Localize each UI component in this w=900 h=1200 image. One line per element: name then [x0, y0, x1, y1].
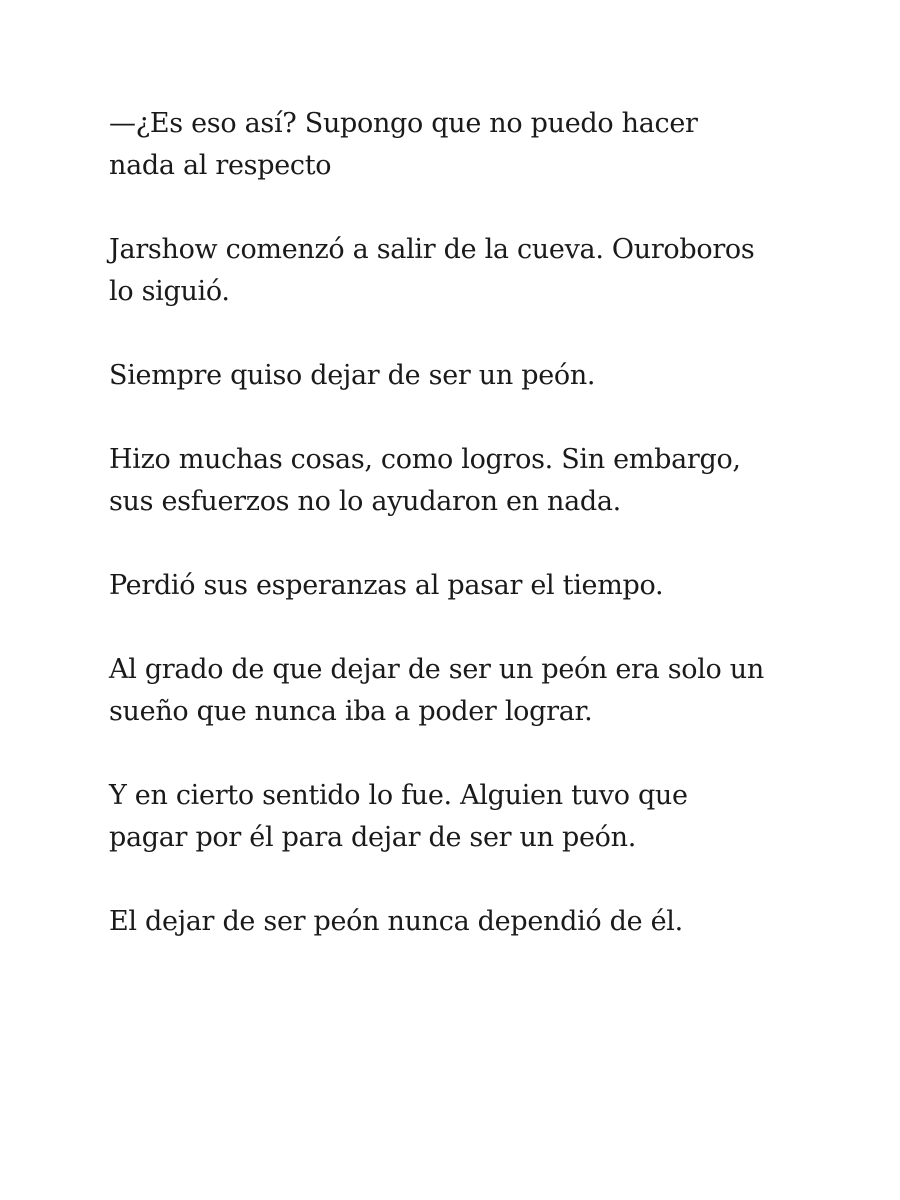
paragraph-8 — [109, 901, 800, 943]
paragraph-2 — [109, 229, 800, 313]
paragraph-line: Siempre quiso dejar de ser un peón. — [109, 360, 596, 391]
paragraph-1 — [109, 103, 800, 187]
paragraph-6 — [109, 649, 800, 733]
paragraph-3 — [109, 355, 800, 397]
paragraph-line: lo siguió. — [109, 276, 230, 307]
paragraph-line: pagar por él para dejar de ser un peón. — [109, 822, 636, 853]
paragraph-7 — [109, 775, 800, 859]
paragraph-line: Jarshow comenzó a salir de la cueva. Ouroboros — [109, 234, 755, 265]
paragraph-line: nada al respecto — [109, 150, 332, 181]
paragraph-line: sus esfuerzos no lo ayudaron en nada. — [109, 486, 621, 517]
paragraph-line: Perdió sus esperanzas al pasar el tiempo. — [109, 570, 664, 601]
paragraph-4 — [109, 439, 800, 523]
paragraph-line: Y en cierto sentido lo fue. Alguien tuvo que — [109, 780, 688, 811]
paragraph-line: Al grado de que dejar de ser un peón era solo un — [109, 654, 764, 685]
paragraph-5 — [109, 565, 800, 607]
paragraph-line: —¿Es eso así? Supongo que no puedo hacer — [109, 108, 698, 139]
paragraph-line: Hizo muchas cosas, como logros. Sin embargo, — [109, 444, 741, 475]
paragraph-line: sueño que nunca iba a poder lograr. — [109, 696, 593, 727]
paragraph-line: El dejar de ser peón nunca dependió de él. — [109, 906, 683, 937]
